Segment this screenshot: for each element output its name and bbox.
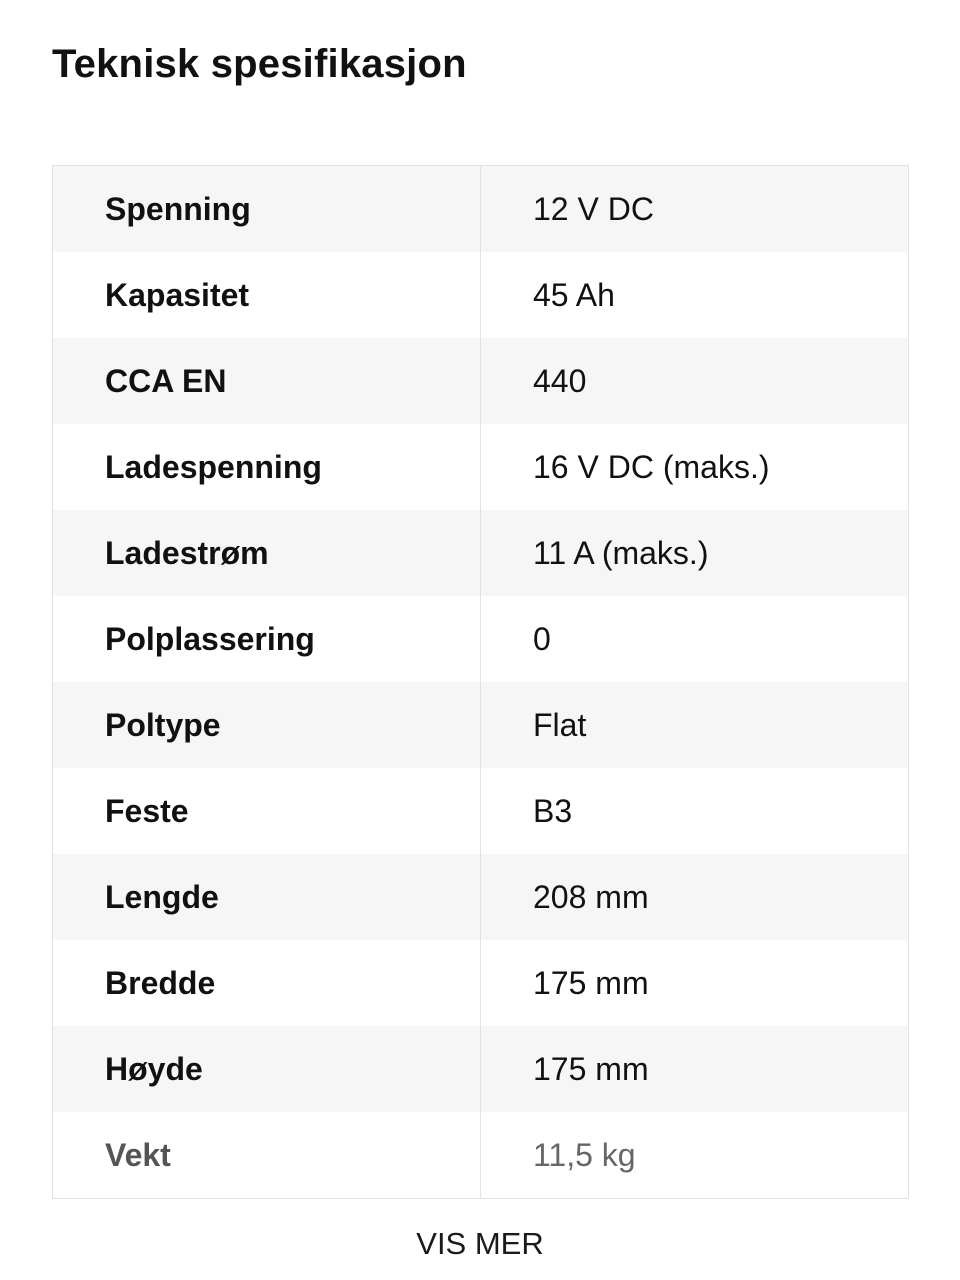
spec-label: Bredde bbox=[53, 940, 481, 1026]
spec-row bbox=[53, 940, 909, 1026]
spec-row bbox=[53, 1112, 909, 1199]
page-title: Teknisk spesifikasjon bbox=[52, 42, 467, 86]
spec-row bbox=[53, 682, 909, 768]
spec-value: 12 V DC bbox=[481, 166, 909, 253]
spec-value: 175 mm bbox=[533, 964, 649, 1001]
spec-label: CCA EN bbox=[53, 338, 481, 424]
spec-value: 11,5 kg bbox=[533, 1136, 636, 1173]
spec-value: 11 A (maks.) bbox=[481, 510, 909, 596]
spec-row bbox=[53, 252, 909, 338]
spec-value: 45 Ah bbox=[533, 276, 615, 313]
spec-value: 208 mm bbox=[481, 854, 909, 940]
spec-label: Spenning bbox=[53, 166, 481, 253]
spec-label: Ladestrøm bbox=[53, 510, 481, 596]
spec-row bbox=[53, 596, 909, 682]
spec-value: 0 bbox=[533, 620, 551, 657]
spec-label: Polplassering bbox=[53, 596, 481, 682]
spec-row bbox=[53, 338, 909, 424]
spec-value: B3 bbox=[533, 792, 573, 829]
spec-label: Lengde bbox=[53, 854, 481, 940]
spec-row bbox=[53, 424, 909, 510]
spec-row bbox=[53, 510, 909, 596]
spec-label: Feste bbox=[53, 768, 481, 854]
spec-row bbox=[53, 166, 909, 253]
show-more-button[interactable]: VIS MER bbox=[0, 1222, 960, 1266]
spec-label: Vekt bbox=[53, 1112, 481, 1199]
spec-row bbox=[53, 768, 909, 854]
spec-value: Flat bbox=[481, 682, 909, 768]
spec-label: Høyde bbox=[53, 1026, 481, 1112]
spec-table bbox=[52, 165, 909, 1199]
spec-value: 16 V DC (maks.) bbox=[533, 448, 770, 485]
spec-label: Kapasitet bbox=[53, 252, 481, 338]
spec-row bbox=[53, 854, 909, 940]
spec-label: Poltype bbox=[53, 682, 481, 768]
spec-label: Ladespenning bbox=[53, 424, 481, 510]
spec-table-body bbox=[53, 166, 909, 1199]
spec-value: 440 bbox=[481, 338, 909, 424]
spec-value: 175 mm bbox=[481, 1026, 909, 1112]
spec-row bbox=[53, 1026, 909, 1112]
